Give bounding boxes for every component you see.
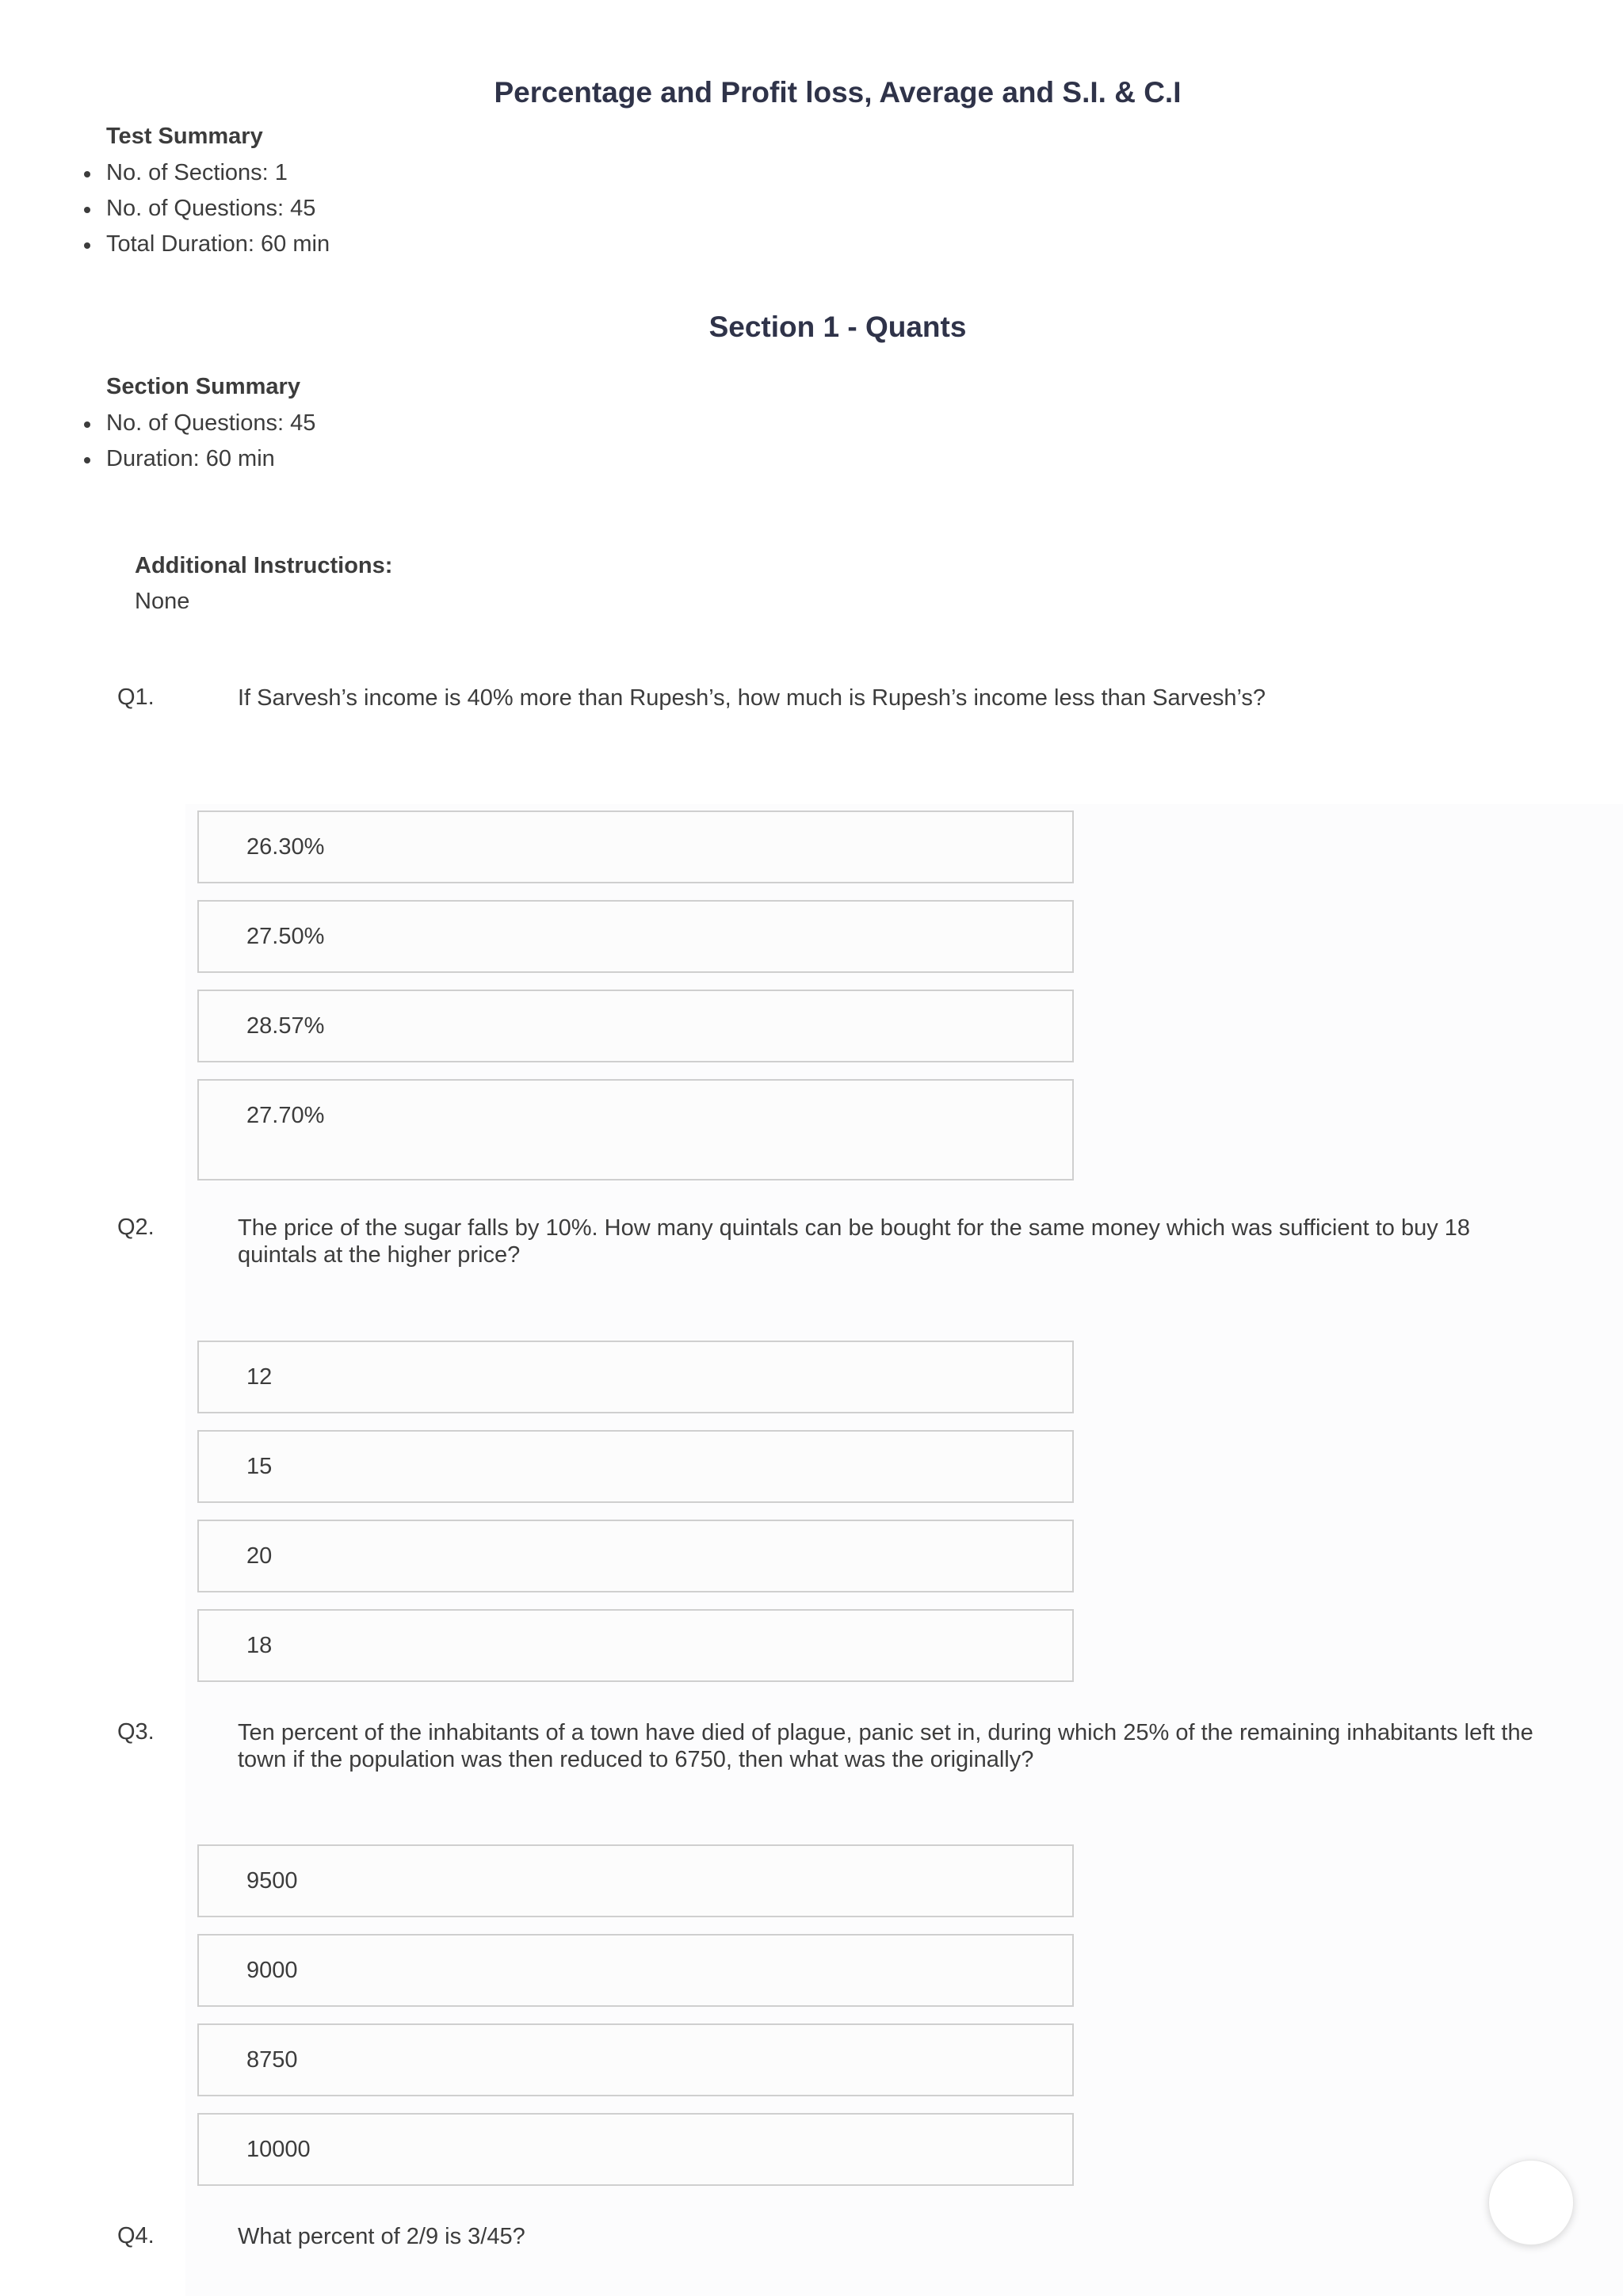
answer-option-label: 9500 (246, 1868, 298, 1894)
answer-option-label: 9000 (246, 1958, 298, 1983)
answer-option[interactable] (197, 2023, 1074, 2096)
instructions-text: None (135, 589, 190, 614)
answer-option[interactable] (197, 990, 1074, 1062)
section-summary-item: No. of Questions: 45 (106, 406, 315, 441)
answer-option[interactable] (197, 1844, 1074, 1917)
question-text: If Sarvesh’s income is 40% more than Rupesh’s, how much is Rupesh’s income less than Sarvesh’s? (238, 685, 1266, 711)
answer-option[interactable] (197, 2113, 1074, 2186)
answer-option[interactable] (197, 1609, 1074, 1682)
answer-option-label: 27.50% (246, 924, 325, 949)
section-summary-item: Duration: 60 min (106, 441, 315, 477)
question-number: Q1. (117, 685, 155, 710)
answer-option-label: 20 (246, 1543, 273, 1569)
answer-option[interactable] (197, 1341, 1074, 1413)
answer-option-label: 10000 (246, 2137, 311, 2162)
answer-option-label: 18 (246, 1633, 273, 1658)
test-summary-item: No. of Questions: 45 (106, 191, 330, 227)
section-title: Section 1 - Quants (708, 311, 967, 343)
question-number: Q2. (117, 1215, 155, 1240)
answer-option-label: 26.30% (246, 834, 325, 860)
answer-option-label: 15 (246, 1454, 273, 1479)
answer-option[interactable] (197, 1520, 1074, 1592)
test-summary-item: Total Duration: 60 min (106, 227, 330, 262)
question-text: The price of the sugar falls by 10%. How many quintals can be bought for the same money which was sufficient to buy 18 quintals at the higher price? (238, 1215, 1471, 1268)
answer-option-label: 8750 (246, 2047, 298, 2073)
question-text: Ten percent of the inhabitants of a town have died of plague, panic set in, during which 25% of the remaining inhabitants left the town if the population was then reduced to 6750, then what was the originally? (238, 1720, 1533, 1772)
answer-option[interactable] (197, 1934, 1074, 2007)
instructions-heading: Additional Instructions: (135, 553, 393, 578)
answer-option-label: 12 (246, 1364, 273, 1390)
answer-option-label: 28.57% (246, 1013, 325, 1039)
test-summary-list (106, 155, 330, 262)
question-text: What percent of 2/9 is 3/45? (238, 2224, 525, 2249)
answer-option[interactable] (197, 1079, 1074, 1180)
test-summary-heading: Test Summary (106, 124, 263, 149)
section-summary-heading: Section Summary (106, 374, 300, 399)
answer-option-label: 27.70% (246, 1103, 325, 1128)
answer-option[interactable] (197, 1430, 1074, 1503)
answer-option[interactable] (197, 810, 1074, 883)
section-summary-list (106, 406, 315, 477)
page-title: Percentage and Profit loss, Average and S.I. & C.I (494, 76, 1182, 109)
floating-action-button[interactable] (1488, 2160, 1574, 2245)
test-summary-item: No. of Sections: 1 (106, 155, 330, 191)
answer-option[interactable] (197, 900, 1074, 973)
question-number: Q4. (117, 2223, 155, 2248)
question-number: Q3. (117, 1719, 155, 1745)
